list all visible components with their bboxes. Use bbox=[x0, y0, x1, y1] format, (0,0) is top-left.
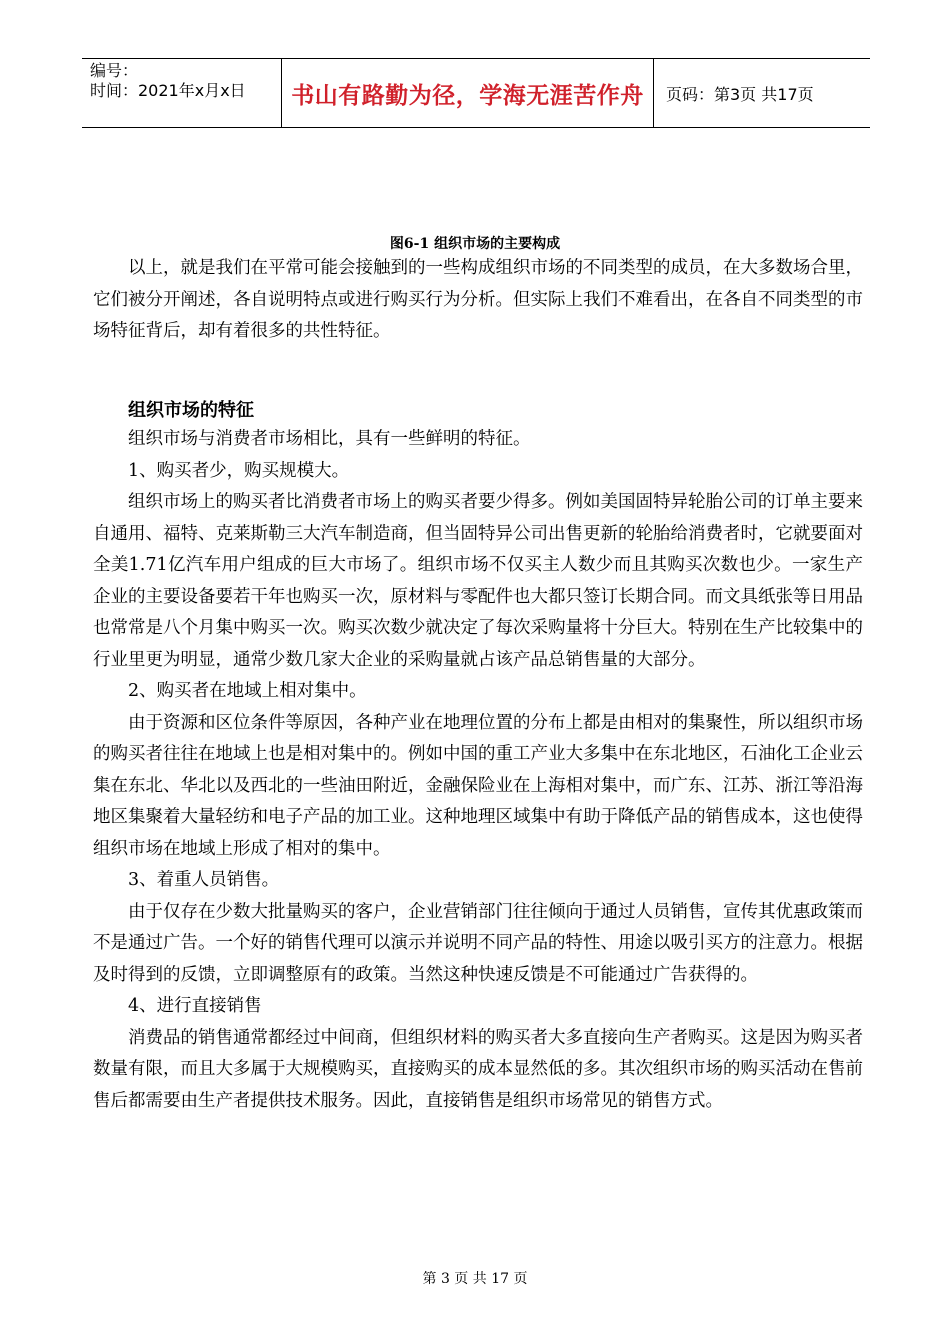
point-2-heading: 2、购买者在地域上相对集中。 bbox=[128, 681, 367, 701]
paragraph-intro: 组织市场与消费者市场相比，具有一些鲜明的特征。 bbox=[128, 429, 531, 449]
point-3-heading: 3、着重人员销售。 bbox=[128, 870, 280, 890]
section-title: 组织市场的特征 bbox=[128, 400, 254, 421]
header-motto: 书山有路勤为径，学海无涯苦作舟 bbox=[291, 82, 644, 109]
header-meta bbox=[82, 59, 282, 127]
point-1-heading: 1、购买者少，购买规模大。 bbox=[128, 460, 350, 481]
page-footer: 第 3 页 共 17 页 bbox=[422, 1271, 528, 1287]
document-time-label: 时间：2021年x月x日 bbox=[90, 81, 246, 100]
page-header bbox=[82, 58, 870, 128]
point-4-body: 消费品的销售通常都经过中间商，但组织材料的购买者大多直接向生产者购买。这是因为购买者数量有限，而且大多属于大规模购买，直接购买的成本显然低的多。其次组织市场的购买活动在售前售后都需要由生产者提供技术服务。因此，直接销售是组织市场常见的销售方式。 bbox=[93, 1027, 863, 1111]
point-3-body: 由于仅存在少数大批量购买的客户，企业营销部门往往倾向于通过人员销售，宣传其优惠政策而不是通过广告。一个好的销售代理可以演示并说明不同产品的特性、用途以吸引买方的注意力。根据及时得到的反馈，立即调整原有的政策。当然这种快速反馈是不可能通过广告获得的。 bbox=[93, 901, 863, 985]
header-motto-cell bbox=[282, 59, 654, 127]
point-2-body: 由于资源和区位条件等原因，各种产业在地理位置的分布上都是由相对的集聚性，所以组织市场的购买者往往在地域上也是相对集中的。例如中国的重工产业大多集中在东北地区，石油化工企业云集在东北、华北以及西北的一些油田附近，金融保险业在上海相对集中，而广东、江苏、浙江等沿海地区集聚着大量轻纺和电子产品的加工业。这种地理区域集中有助于降低产品的销售成本，这也使得组织市场在地域上形成了相对的集中。 bbox=[93, 712, 863, 859]
point-4-heading: 4、进行直接销售 bbox=[128, 996, 262, 1016]
point-1-body: 组织市场上的购买者比消费者市场上的购买者要少得多。例如美国固特异轮胎公司的订单主要来自通用、福特、克莱斯勒三大汽车制造商，但当固特异公司出售更新的轮胎给消费者时，它就要面对全美1.71亿汽车用户组成的巨大市场了。组织市场不仅买主人数少而且其购买次数也少。一家生产企业的主要设备要若干年也购买一次，原材料与零配件也大都只签订长期合同。而文具纸张等日用品也常常是八个月集中购买一次。购买次数少就决定了每次采购量将十分巨大。特别在生产比较集中的行业里更为明显，通常少数几家大企业的采购量就占该产品总销售量的大部分。 bbox=[93, 492, 863, 670]
document-number-label: 编号： bbox=[90, 61, 139, 80]
section-body bbox=[93, 424, 863, 1117]
intro-block bbox=[93, 253, 863, 348]
header-page-info: 页码：第3页 共17页 bbox=[666, 84, 814, 104]
figure-caption: 图6-1 组织市场的主要构成 bbox=[389, 236, 561, 252]
intro-paragraph: 以上，就是我们在平常可能会接触到的一些构成组织市场的不同类型的成员，在大多数场合里，它们被分开阐述，各自说明特点或进行购买行为分析。但实际上我们不难看出，在各自不同类型的市场特征背后，却有着很多的共性特征。 bbox=[93, 258, 863, 341]
